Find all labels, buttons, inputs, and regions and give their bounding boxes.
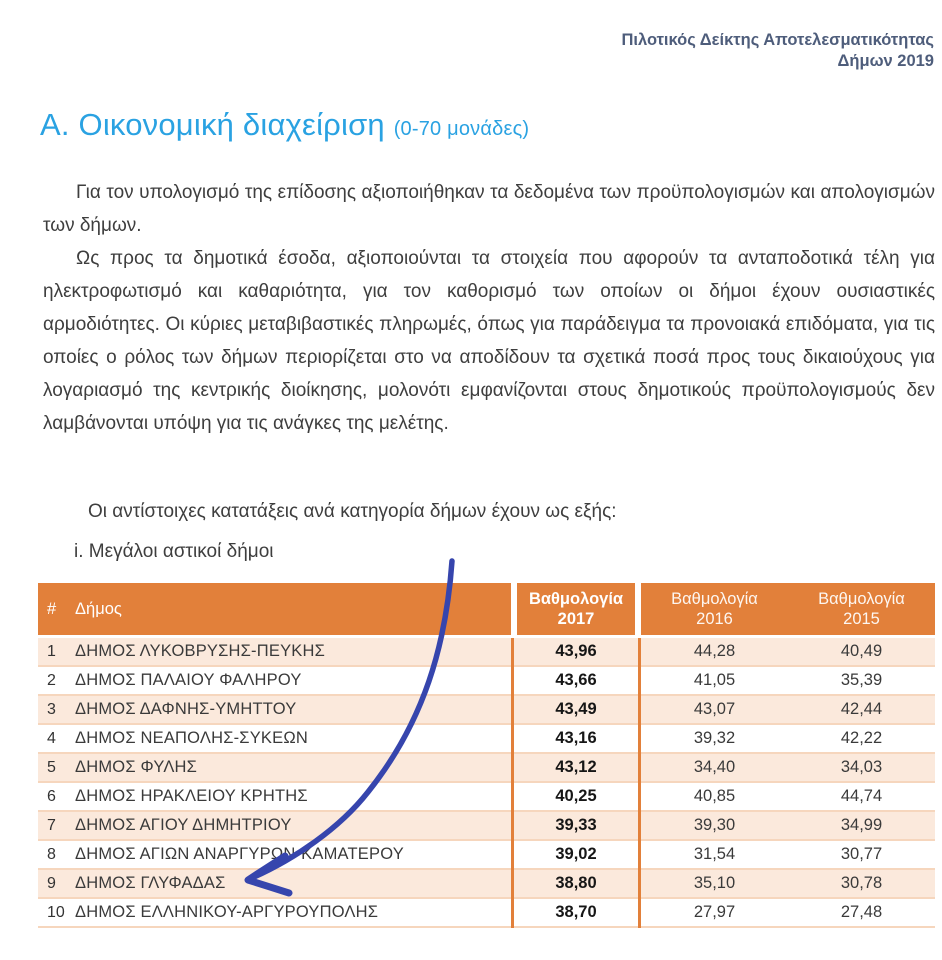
- header-score-2015-year: 2015: [843, 610, 880, 628]
- cell-municipality: ΔΗΜΟΣ ΗΡΑΚΛΕΙΟΥ ΚΡΗΤΗΣ: [75, 787, 308, 805]
- cell-municipality: ΔΗΜΟΣ ΑΓΙΩΝ ΑΝΑΡΓΥΡΩΝ-ΚΑΜΑΤΕΡΟΥ: [75, 845, 404, 863]
- cell-score-2017: 39,02: [555, 845, 597, 863]
- column-divider-right: [638, 638, 641, 928]
- table-header-row: [38, 583, 935, 635]
- header-score-2015: [788, 583, 935, 635]
- cell-rank: 10: [47, 903, 65, 921]
- cell-score-2016: 40,85: [693, 787, 736, 805]
- section-title-suffix: (0-70 μονάδες): [393, 118, 530, 140]
- cell-score-2017: 43,12: [555, 758, 597, 776]
- cell-rank: 8: [47, 845, 56, 863]
- cell-score-2015: 34,99: [840, 816, 883, 834]
- table-row: [38, 754, 935, 783]
- cell-municipality: ΔΗΜΟΣ ΑΓΙΟΥ ΔΗΜΗΤΡΙΟΥ: [75, 816, 292, 834]
- table-row: [38, 725, 935, 754]
- section-title: [40, 107, 529, 143]
- header-score-2016-label: Βαθμολογία: [671, 590, 758, 608]
- table-row: [38, 841, 935, 870]
- cell-score-2016: 43,07: [693, 700, 736, 718]
- cell-rank: 9: [47, 874, 56, 892]
- cell-score-2016: 44,28: [693, 642, 736, 660]
- header-score-2015-label: Βαθμολογία: [818, 590, 905, 608]
- cell-score-2015: 30,78: [840, 874, 883, 892]
- cell-score-2015: 35,39: [840, 671, 883, 689]
- page-header-line2: Δήμων 2019: [837, 52, 934, 70]
- cell-score-2015: 42,44: [840, 700, 883, 718]
- cell-municipality: ΔΗΜΟΣ ΛΥΚΟΒΡΥΣΗΣ-ΠΕΥΚΗΣ: [75, 642, 325, 660]
- cell-score-2017: 43,96: [555, 642, 597, 660]
- cell-score-2016: 31,54: [693, 845, 736, 863]
- paragraph-revenues: Ως προς τα δημοτικά έσοδα, αξιοποιούνται τα στοιχεία που αφορούν τα ανταποδοτικά τέλη για ηλεκτροφωτισμό και καθαριότητα, για τον καθορισμό των οποίων οι δήμοι έχουν ουσιαστικές αρμοδιότητες. Οι κύριες μεταβιβαστικές πληρωμές, όπως για παράδειγμα τα προνοιακά επιδόματα, για τις οποίες ο ρόλος των δήμων περιορίζεται στο να αποδίδουν τα σχετικά ποσά προς τους δικαιούχους για λογαριασμό της κεντρικής διοίκησης, μολονότι εμφανίζονται στους δημοτικούς προϋπολογισμούς δεν λαμβάνονται υπόψη για τις ανάγκες της μελέτης.: [43, 248, 935, 434]
- cell-municipality: ΔΗΜΟΣ ΔΑΦΝΗΣ-ΥΜΗΤΤΟΥ: [75, 700, 297, 718]
- table-body: [38, 638, 935, 928]
- cell-rank: 4: [47, 729, 56, 747]
- cell-municipality: ΔΗΜΟΣ ΦΥΛΗΣ: [75, 758, 198, 776]
- header-municipality: Δήμος: [75, 600, 122, 618]
- cell-score-2015: 30,77: [840, 845, 883, 863]
- table-row: [38, 667, 935, 696]
- page-header: [621, 30, 934, 72]
- cell-score-2016: 34,40: [693, 758, 736, 776]
- table-row: [38, 783, 935, 812]
- rankings-table: [38, 583, 935, 928]
- cell-score-2017: 43,16: [555, 729, 597, 747]
- section-title-text: Α. Οικονομική διαχείριση: [40, 107, 385, 142]
- table-row: [38, 870, 935, 899]
- rankings-intro: Οι αντίστοιχες κατατάξεις ανά κατηγορία δήμων έχουν ως εξής:: [88, 501, 617, 522]
- cell-municipality: ΔΗΜΟΣ ΕΛΛΗΝΙΚΟΥ-ΑΡΓΥΡΟΥΠΟΛΗΣ: [75, 903, 379, 921]
- cell-municipality: ΔΗΜΟΣ ΠΑΛΑΙΟΥ ΦΑΛΗΡΟΥ: [75, 671, 302, 689]
- header-score-2017: [511, 583, 641, 635]
- cell-rank: 5: [47, 758, 56, 776]
- cell-rank: 2: [47, 671, 56, 689]
- header-score-2016-year: 2016: [696, 610, 733, 628]
- table-row: [38, 638, 935, 667]
- paragraph-budget-data: Για τον υπολογισμό της επίδοσης αξιοποιήθηκαν τα δεδομένα των προϋπολογισμών και απολογισμών των δήμων.: [43, 182, 935, 236]
- header-rank: #: [47, 600, 57, 618]
- cell-score-2017: 40,25: [555, 787, 597, 805]
- table-row: [38, 696, 935, 725]
- cell-score-2016: 35,10: [693, 874, 736, 892]
- cell-score-2016: 41,05: [693, 671, 736, 689]
- header-score-2017-label: Βαθμολογία: [528, 590, 624, 608]
- cell-score-2015: 40,49: [840, 642, 883, 660]
- table-row: [38, 812, 935, 841]
- header-score-2017-year: 2017: [557, 610, 595, 628]
- cell-score-2015: 42,22: [840, 729, 883, 747]
- cell-municipality: ΔΗΜΟΣ ΓΛΥΦΑΔΑΣ: [75, 874, 226, 892]
- cell-score-2017: 43,66: [555, 671, 597, 689]
- cell-rank: 6: [47, 787, 56, 805]
- table-row: [38, 899, 935, 928]
- cell-rank: 3: [47, 700, 56, 718]
- category-label: i. Μεγάλοι αστικοί δήμοι: [74, 541, 274, 562]
- cell-score-2017: 38,80: [555, 874, 597, 892]
- cell-rank: 1: [47, 642, 56, 660]
- cell-score-2017: 38,70: [555, 903, 597, 921]
- cell-score-2017: 39,33: [555, 816, 597, 834]
- cell-municipality: ΔΗΜΟΣ ΝΕΑΠΟΛΗΣ-ΣΥΚΕΩΝ: [75, 729, 308, 747]
- page-header-line1: Πιλοτικός Δείκτης Αποτελεσματικότητας: [621, 31, 934, 49]
- cell-score-2016: 39,30: [693, 816, 736, 834]
- cell-score-2017: 43,49: [555, 700, 597, 718]
- cell-score-2015: 27,48: [840, 903, 883, 921]
- cell-score-2016: 27,97: [693, 903, 736, 921]
- header-score-2016: [641, 583, 788, 635]
- cell-score-2015: 44,74: [840, 787, 883, 805]
- cell-rank: 7: [47, 816, 56, 834]
- cell-score-2015: 34,03: [840, 758, 883, 776]
- column-divider-left: [511, 638, 514, 928]
- cell-score-2016: 39,32: [693, 729, 736, 747]
